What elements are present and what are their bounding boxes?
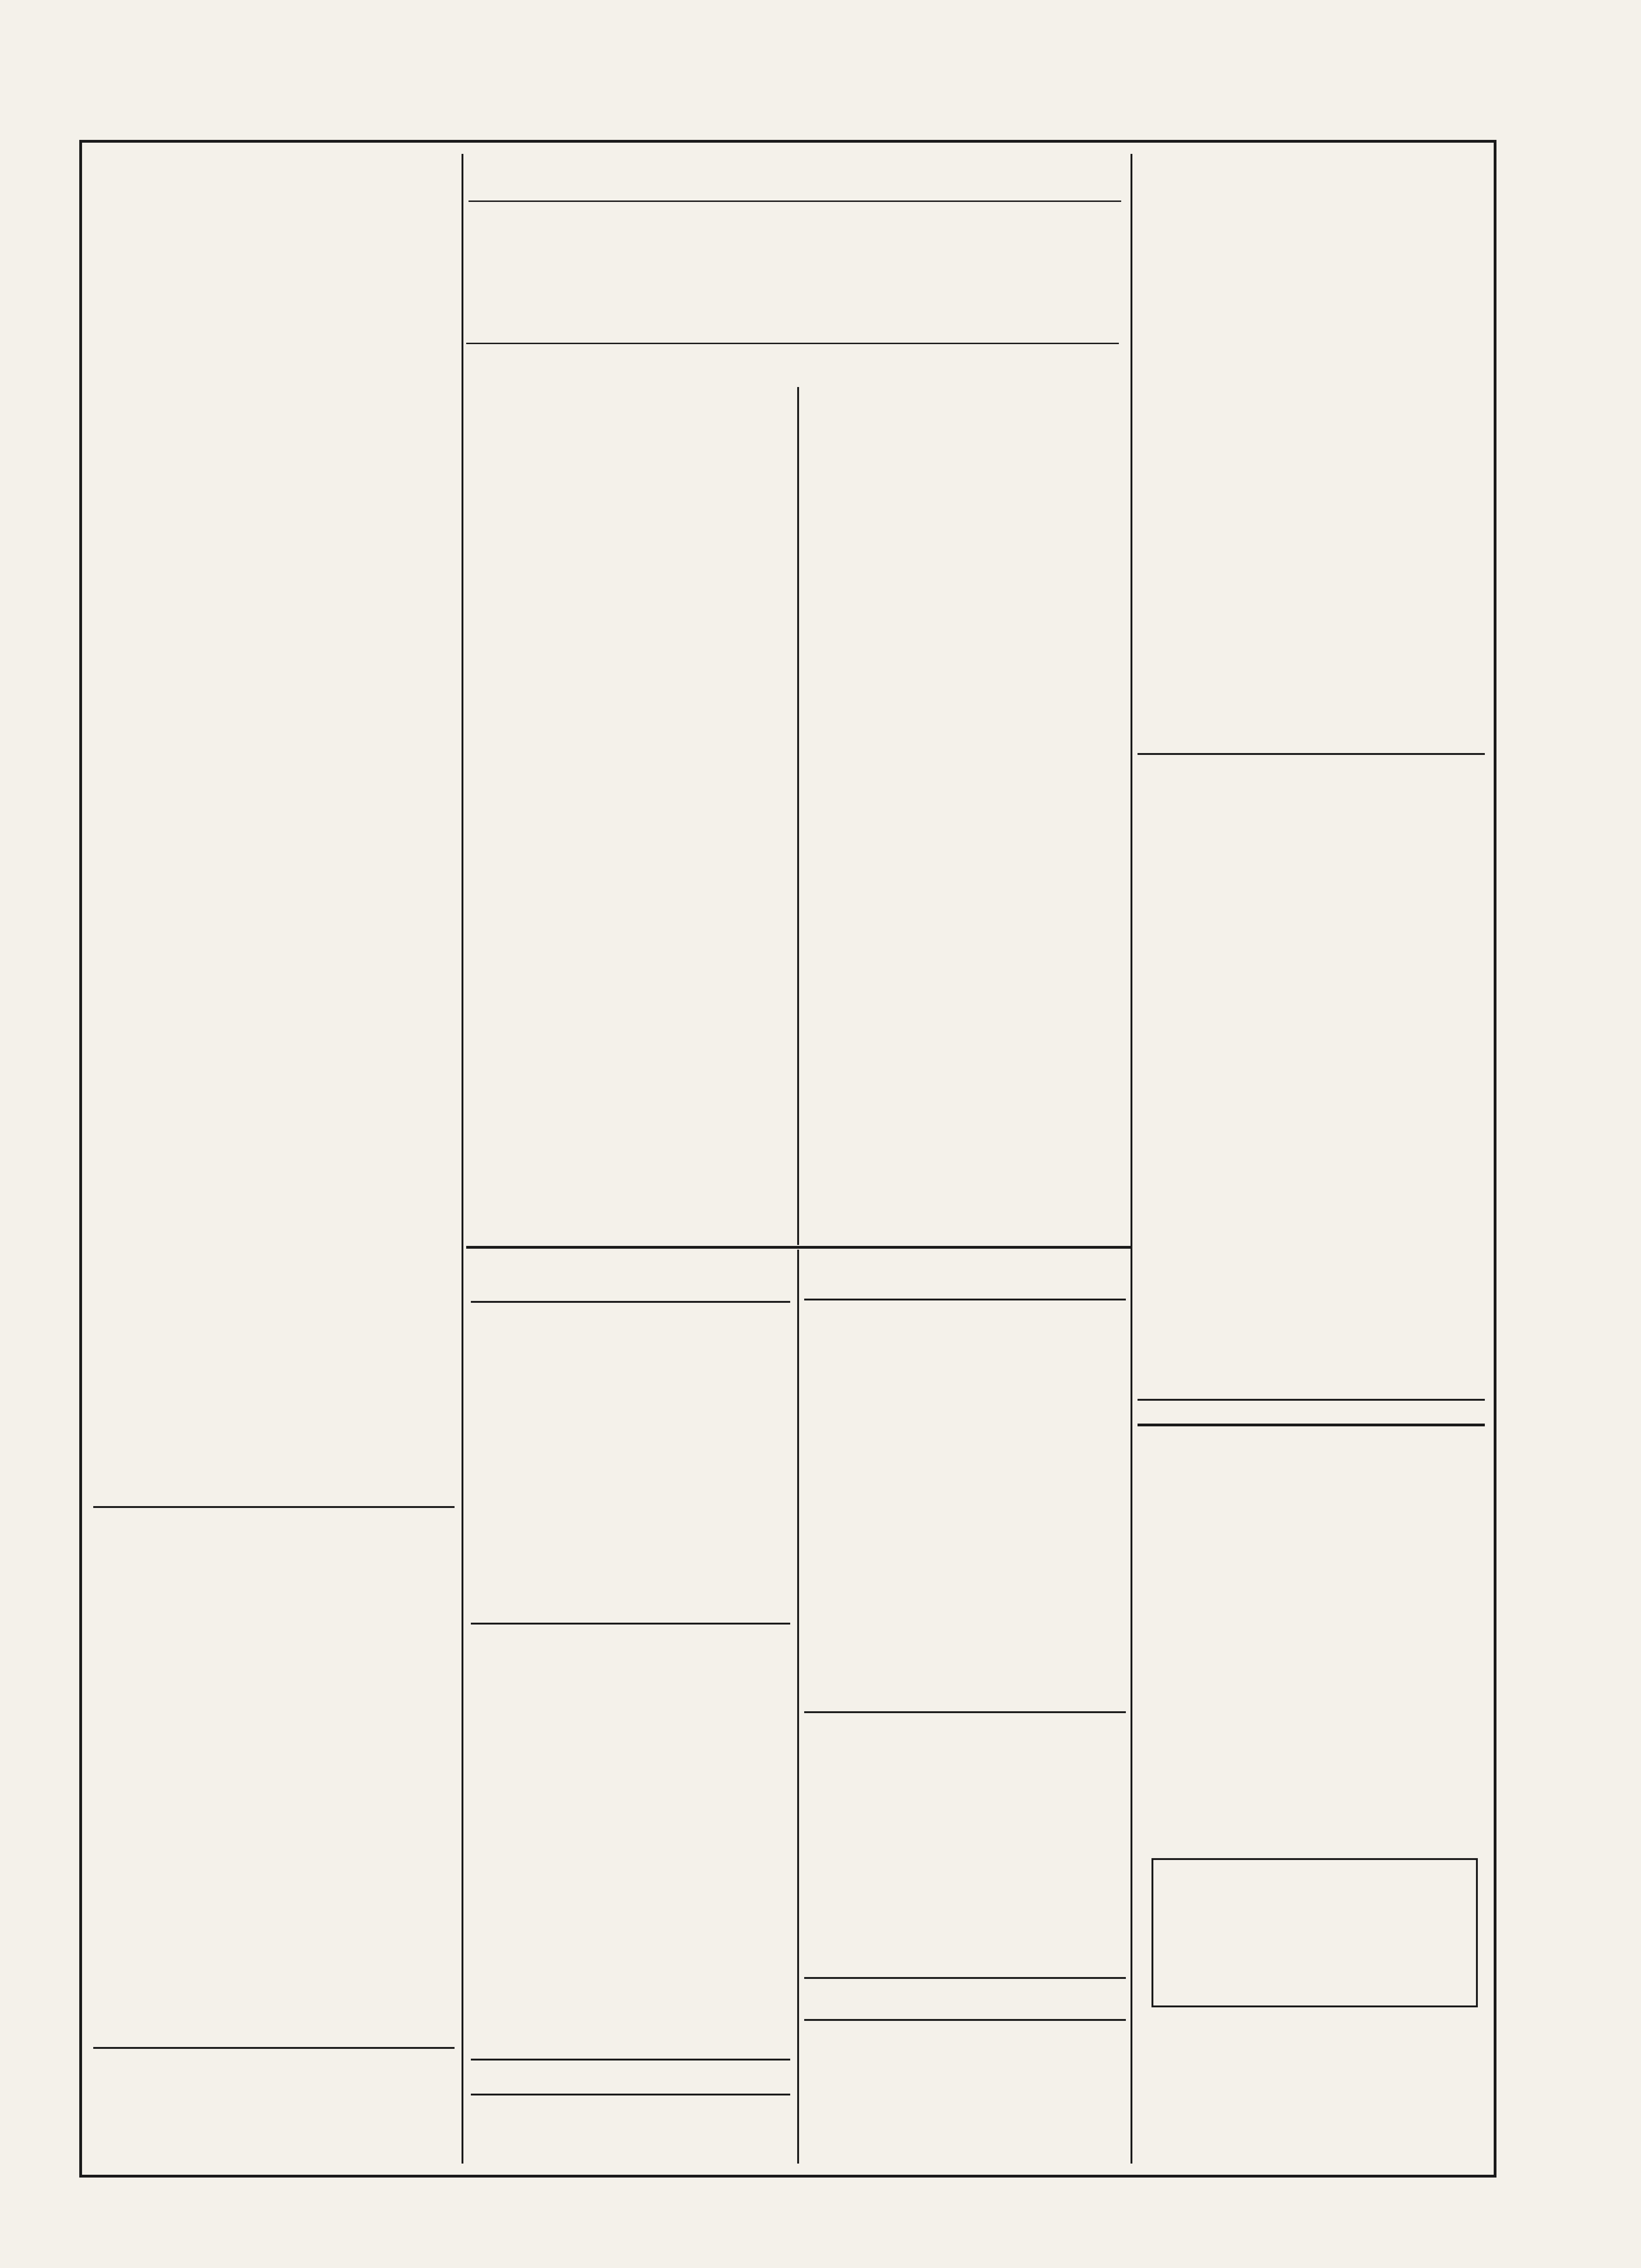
article-curso-juridico — [1138, 902, 1485, 1397]
article-rovira — [804, 1331, 1126, 1466]
article-festa-belga — [471, 2101, 790, 2157]
agencia-magno-advert — [1151, 1858, 1478, 2007]
headline-rule — [466, 343, 1119, 344]
section-rule — [471, 2059, 790, 2061]
article-pela-policia — [1138, 235, 1485, 473]
article-estofar — [471, 1749, 790, 2054]
article-conferencias — [1138, 634, 1485, 751]
section-rule — [466, 1246, 1131, 1249]
muragua-advert — [93, 1735, 455, 1968]
luto-banner — [1138, 1406, 1485, 1443]
section-rule — [1138, 753, 1485, 755]
article-francisco-manuel — [1138, 1674, 1485, 1846]
article-exercicios — [93, 1583, 455, 1723]
review-column-right — [804, 387, 1126, 1208]
column-rule — [797, 1250, 799, 2164]
article-comecou — [93, 977, 455, 1504]
section-rule — [93, 2047, 455, 2049]
section-rule — [1138, 1399, 1485, 1401]
review-column-left — [469, 392, 790, 1245]
column-rule — [1131, 154, 1132, 2164]
title-rule — [804, 1299, 1126, 1300]
section-rule — [93, 1506, 455, 1508]
article-amelia-baptista — [1138, 1490, 1485, 1648]
article-julgamento — [93, 261, 455, 951]
article-montijo — [804, 1492, 1126, 1711]
article-doenca-subita — [1138, 497, 1485, 613]
section-rule — [804, 1711, 1126, 1713]
title-rule — [804, 2019, 1126, 2021]
section-rule — [804, 1977, 1126, 1979]
section-rule — [471, 1623, 790, 1625]
article-incendio — [804, 1784, 1126, 1975]
article-alverca — [804, 2026, 1126, 2152]
kicker-rule — [469, 201, 1121, 202]
article-tribunais — [471, 1362, 790, 1623]
column-rule — [462, 154, 463, 2164]
column-rule — [797, 387, 799, 1245]
title-rule — [471, 1301, 790, 1303]
title-rule — [471, 2094, 790, 2095]
banner-rule — [1138, 1424, 1485, 1426]
